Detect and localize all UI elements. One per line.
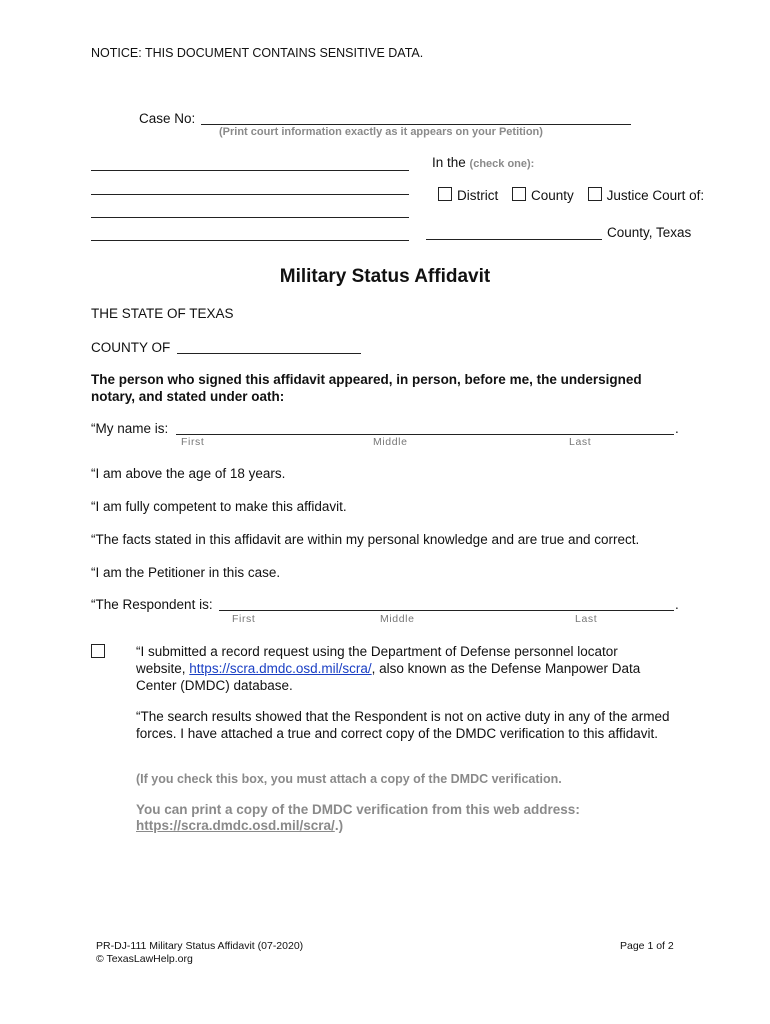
statement-facts: “The facts stated in this affidavit are within my personal knowledge and are true and correct. <box>91 532 640 547</box>
statement-petitioner: “I am the Petitioner in this case. <box>91 565 281 580</box>
in-the-label <box>432 155 534 170</box>
my-name-label: “My name is: <box>91 421 169 436</box>
copyright: © TexasLawHelp.org <box>96 953 193 965</box>
case-no-hint: (Print court information exactly as it appears on your Petition) <box>219 126 543 138</box>
dmdc-print-link[interactable]: https://scra.dmdc.osd.mil/scra/ <box>136 818 335 833</box>
page-title: Military Status Affidavit <box>279 266 491 287</box>
respondent-middle-label: Middle <box>380 613 415 625</box>
page-number: Page 1 of 2 <box>620 940 674 952</box>
my-name-last-label: Last <box>569 436 592 448</box>
intro-paragraph: The person who signed this affidavit appeared, in person, before me, the undersigned notary, and stated under oath: <box>91 372 642 404</box>
dmdc-attach-note: (If you check this box, you must attach a copy of the DMDC verification. <box>136 772 562 786</box>
form-id: PR-DJ-111 Military Status Affidavit (07-2020) <box>96 940 304 952</box>
district-option[interactable]: District <box>438 188 498 203</box>
dmdc-link[interactable]: https://scra.dmdc.osd.mil/scra/ <box>189 661 372 676</box>
sensitive-data-notice: NOTICE: THIS DOCUMENT CONTAINS SENSITIVE DATA. <box>91 46 424 60</box>
justice-court-checkbox[interactable] <box>588 187 602 201</box>
county-option[interactable]: County <box>512 188 574 203</box>
party-line-2[interactable] <box>91 194 409 195</box>
dmdc-checkbox[interactable] <box>91 644 105 658</box>
respondent-label: “The Respondent is: <box>91 597 213 612</box>
my-name-field[interactable] <box>176 434 674 435</box>
footer-left <box>96 940 303 966</box>
dmdc-request-paragraph: “I submitted a record request using the Department of Defense personnel locator website, https://scra.dmdc.osd.mil/scra/, also known as the Defense Manpower Data Center (DMDC) database. <box>136 644 641 693</box>
county-texas-label: County, Texas <box>607 225 692 240</box>
respondent-last-label: Last <box>575 613 598 625</box>
district-checkbox[interactable] <box>438 187 452 201</box>
my-name-period: . <box>675 421 679 436</box>
respondent-period: . <box>675 597 679 612</box>
respondent-name-field[interactable] <box>219 610 674 611</box>
county-checkbox[interactable] <box>512 187 526 201</box>
party-line-4[interactable] <box>91 240 409 241</box>
county-name-field[interactable] <box>426 239 602 240</box>
my-name-first-label: First <box>181 436 205 448</box>
check-one-hint: (check one): <box>469 158 535 170</box>
statement-age: “I am above the age of 18 years. <box>91 466 286 481</box>
party-line-3[interactable] <box>91 217 409 218</box>
party-line-1[interactable] <box>91 170 409 171</box>
case-no-field[interactable] <box>201 124 631 125</box>
dmdc-print-note: You can print a copy of the DMDC verification from this web address: https://scra.dmdc.osd.mil/scra/.) <box>136 802 580 833</box>
in-the-text: In the <box>432 155 466 170</box>
respondent-first-label: First <box>232 613 256 625</box>
search-results-paragraph: “The search results showed that the Respondent is not on active duty in any of the armed forces. I have attached a true and correct copy of the DMDC verification to this affidavit. <box>136 709 670 741</box>
county-of-label: COUNTY OF <box>91 340 171 355</box>
case-no-label: Case No: <box>139 111 196 126</box>
statement-competent: “I am fully competent to make this affidavit. <box>91 499 347 514</box>
county-of-field[interactable] <box>177 353 361 354</box>
my-name-middle-label: Middle <box>373 436 408 448</box>
court-type-options <box>438 187 704 203</box>
state-of-texas: THE STATE OF TEXAS <box>91 306 234 321</box>
justice-court-option[interactable]: Justice Court of: <box>588 188 705 203</box>
